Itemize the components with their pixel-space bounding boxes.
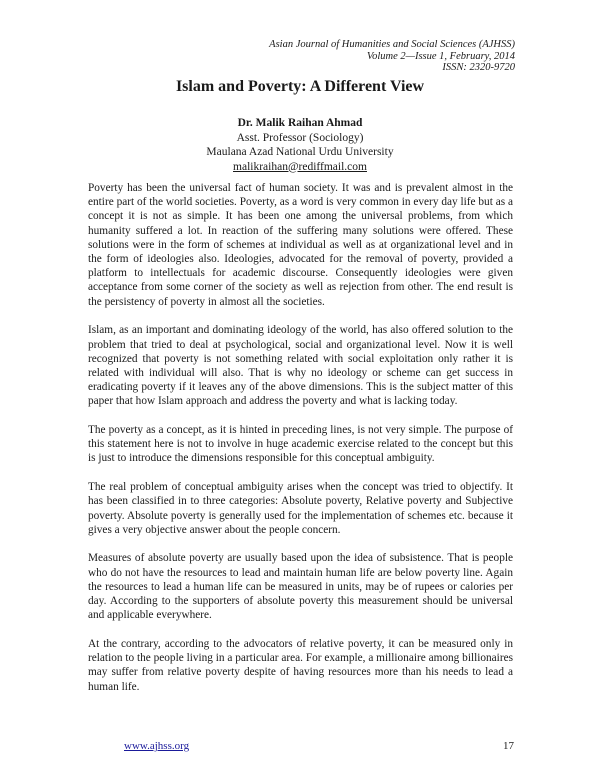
body-paragraph: Measures of absolute poverty are usually based upon the idea of subsistence. That is people who do not have the resources to lead and maintain human life are below poverty line. Again the resources to lead a human life can be measured in units, may be of rupees or calories per day. According to the supporters of absolute poverty this measurement should be universal and applicable everywhere. [88,552,513,622]
journal-header [269,39,515,74]
author-block [0,116,600,174]
paper-title: Islam and Poverty: A Different View [175,78,425,95]
author-institution: Maulana Azad National Urdu University [206,146,394,158]
journal-volume: Volume 2—Issue 1, February, 2014 [366,50,515,62]
journal-name: Asian Journal of Humanities and Social Sciences (AJHSS) [269,39,515,50]
paper-body [88,181,513,708]
body-paragraph: Poverty has been the universal fact of human society. It was and is prevalent almost in the entire part of the world societies. Poverty, as a word is very common in every day life but as a concept it is not as simple. It has been one among the universal problems, from which humanity suffered a lot. In reaction of the suffering many solutions were offered. These solutions were in the form of schemes at individual as well as at organizational level and in the form of ideologies also. Ideologies, advocated for the removal of poverty, provided a platform to intellectuals for academic discourse. Consequently ideologies were given acceptance from some corner of the society as well as rejection from other. The end result is the persistency of poverty in almost all the societies. [88,182,513,308]
author-name: Dr. Malik Raihan Ahmad [237,117,363,129]
body-paragraph: At the contrary, according to the advocators of relative poverty, it can be measured only in relation to the people living in a particular area. For example, a millionaire among billionaires may suffer from relative poverty despite of having resources more than his needs to lead a human life. [88,637,513,693]
body-paragraph: The real problem of conceptual ambiguity arises when the concept was tried to objectify. It has been classified in to three categories: Absolute poverty, Relative poverty and Subjective poverty. Absolute poverty is generally used for the implementation of schemes etc. because it gives a very objective answer about the people concern. [88,481,513,536]
author-position: Asst. Professor (Sociology) [236,131,364,144]
page-number: 17 [503,740,514,752]
body-paragraph: The poverty as a concept, as it is hinted in preceding lines, is not very simple. The purpose of this statement here is not to involve in huge academic exercise related to the concept but this is just to introduce the dimensions responsible for this conceptual ambiguity. [88,424,513,465]
footer-website-link[interactable]: www.ajhss.org [124,740,190,752]
author-email-link[interactable]: malikraihan@rediffmail.com [233,160,367,173]
journal-issn: ISSN: 2320-9720 [442,62,515,73]
body-paragraph: Islam, as an important and dominating ideology of the world, has also offered solution to the problem that tried to deal at psychological, social and organizational level. Now it is well recognized that poverty is not something related with social exploitation only rather it is related with individual will also. That is why no ideology or scheme can get success in eradicating poverty if it leaves any of the above dimensions. This is the subject matter of this paper that how Islam approach and address the poverty and what is lacking today. [88,324,513,408]
